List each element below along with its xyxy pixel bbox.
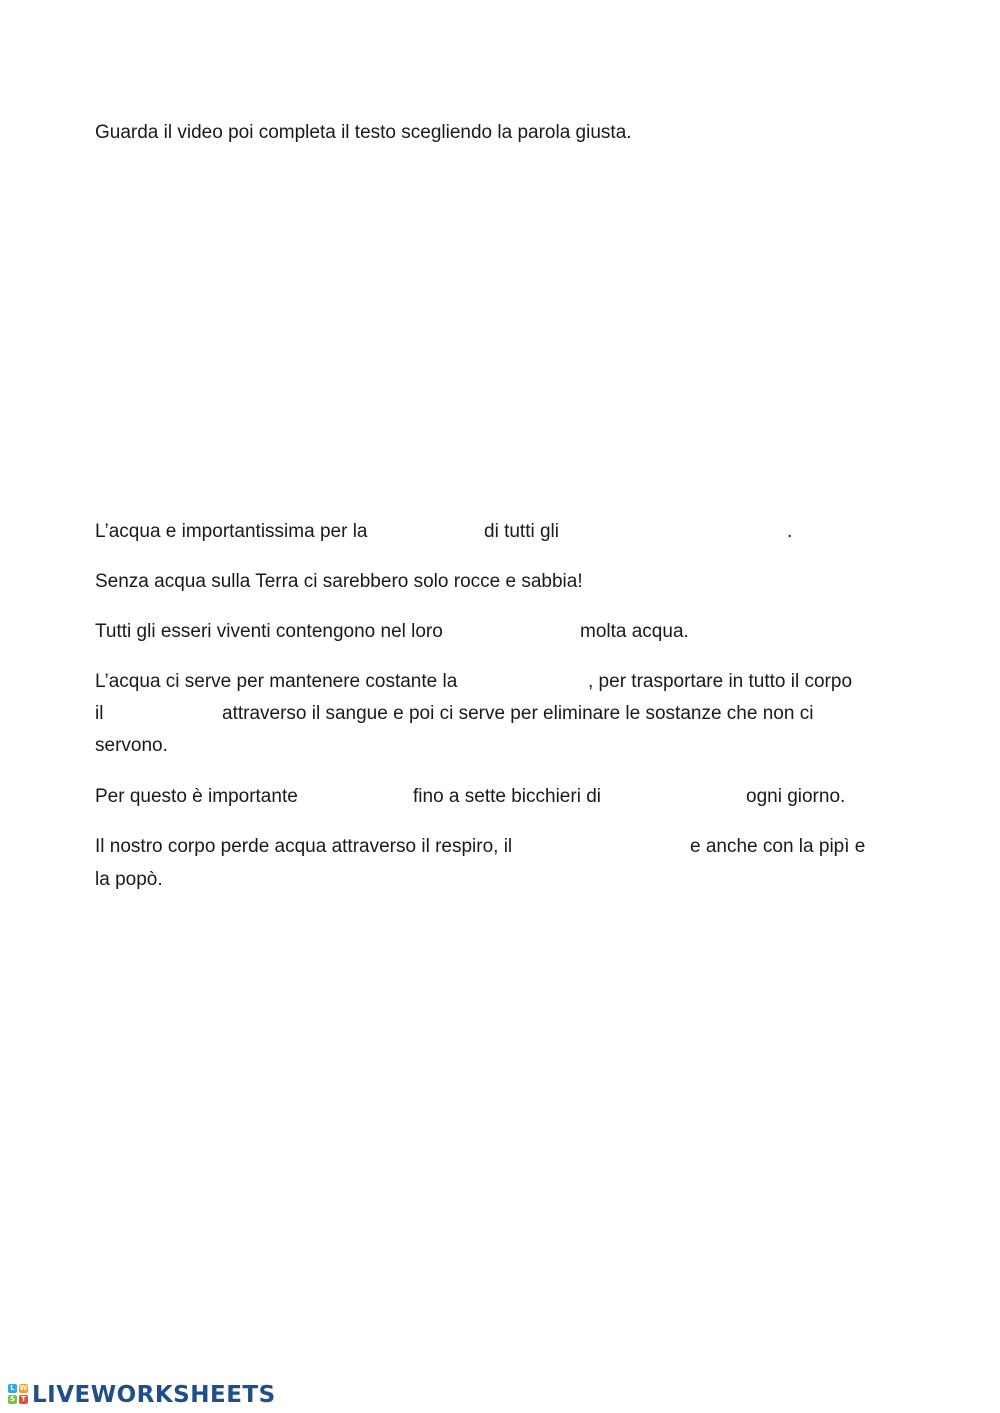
blank-5[interactable] [111,698,217,728]
liveworksheets-logo-text: LIVEWORKSHEETS [32,1382,276,1408]
blank-2[interactable] [581,516,781,546]
blank-3[interactable] [501,616,577,646]
logo-tile-4: T [19,1395,28,1404]
logo-tile-2: W [19,1384,28,1392]
p1-text-c: . [787,521,793,542]
p1-text-b: di tutti gli [484,521,559,542]
p3-text-b: molta acqua. [580,621,689,642]
blank-6[interactable] [333,781,413,811]
instruction-text: Guarda il video poi completa il testo scegliendo la parola giusta. [95,122,632,143]
blank-7[interactable] [635,781,743,811]
logo-tile-3: S [9,1395,16,1403]
blank-8[interactable] [577,831,685,861]
p5-text-c: ogni giorno. [746,786,846,807]
p4-text-c: il [95,703,104,724]
p4-text-e: servono. [95,735,168,756]
p6-text-b: e anche con la pipì e [690,836,866,857]
paragraph-4-line-3 [95,734,168,758]
blank-1[interactable] [407,516,479,546]
liveworksheets-logo [8,1381,276,1409]
p2-text: Senza acqua sulla Terra ci sarebbero solo rocce e sabbia! [95,571,583,592]
p6-text-a: Il nostro corpo perde acqua attraverso il respiro, il [95,836,513,857]
paragraph-2 [95,570,583,594]
p1-text-a: L’acqua e importantissima per la [95,521,368,542]
blank-4[interactable] [509,666,585,696]
p6-text-c: la popò. [95,869,163,890]
p5-text-a: Per questo è importante [95,786,298,807]
p4-text-d: attraverso il sangue e poi ci serve per eliminare le sostanze che non ci [222,703,814,724]
p5-text-b: fino a sette bicchieri di [413,786,601,807]
liveworksheets-logo-icon [8,1384,30,1406]
logo-tile-1: L [8,1384,17,1393]
p4-text-a: L’acqua ci serve per mantenere costante la [95,671,458,692]
p3-text-a: Tutti gli esseri viventi contengono nel loro [95,621,443,642]
p4-text-b: , per trasportare in tutto il corpo [588,671,853,692]
paragraph-6-line-2 [95,868,163,892]
